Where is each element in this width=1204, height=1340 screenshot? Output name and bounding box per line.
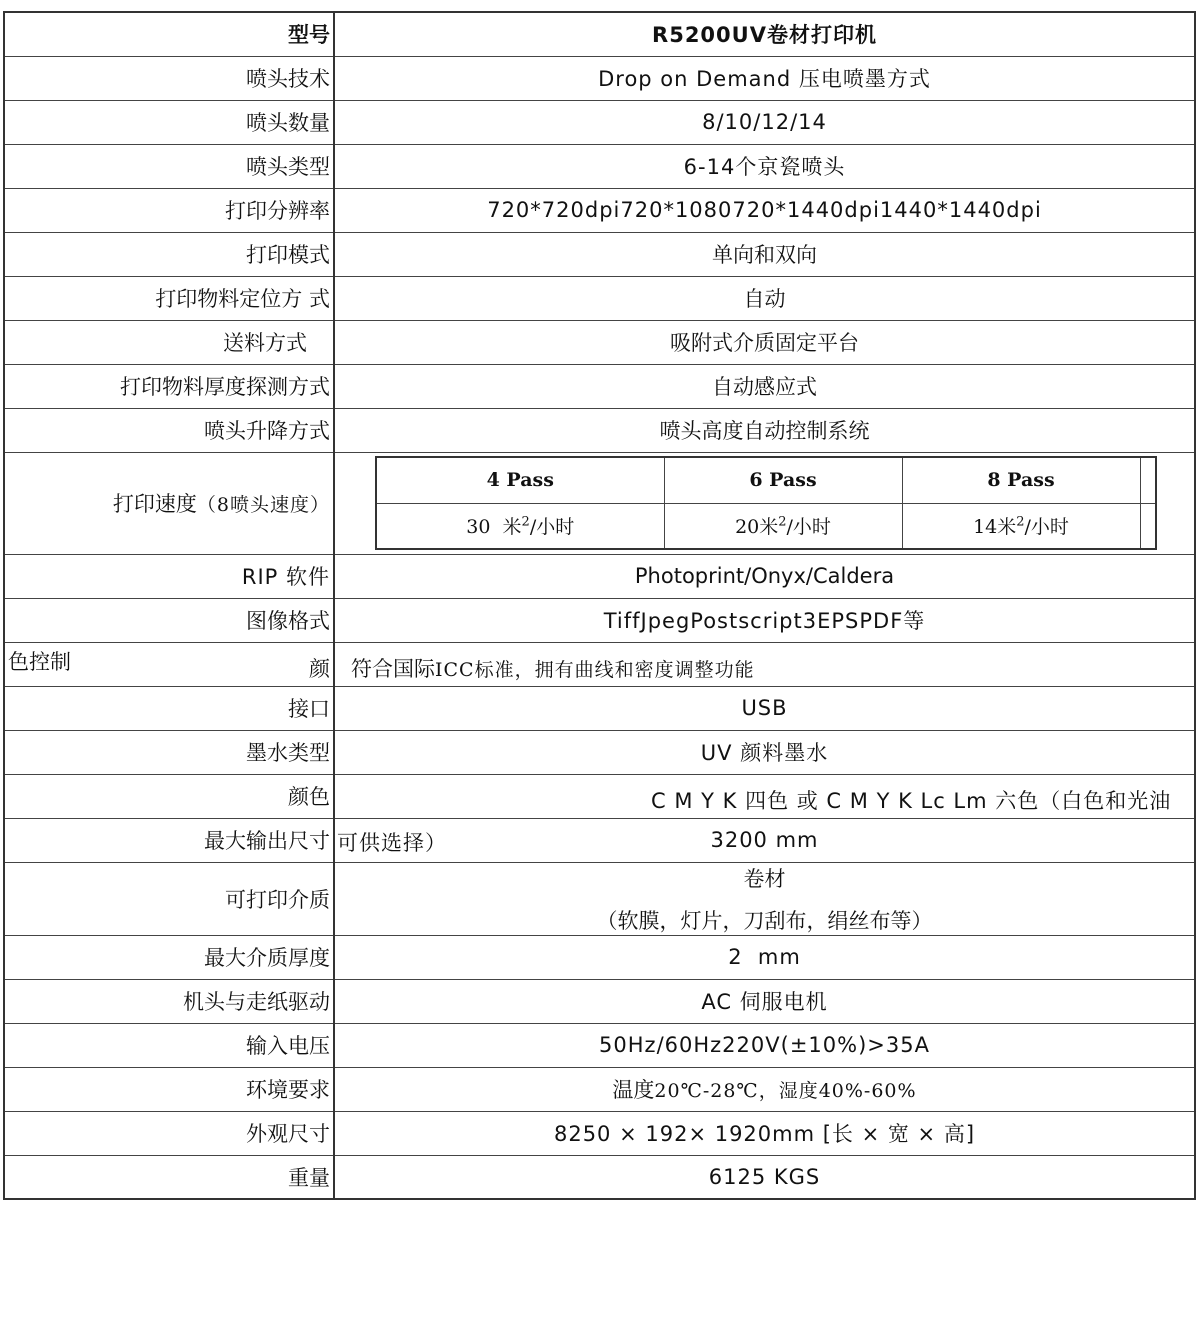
table-row — [4, 188, 1195, 232]
nozzle-count-label: 喷头数量 — [4, 100, 334, 144]
media-value — [334, 862, 1195, 935]
table-row — [4, 862, 1195, 935]
table-row — [4, 1155, 1195, 1199]
speed-num: 20米 — [735, 516, 779, 539]
voltage-label: 输入电压 — [4, 1023, 334, 1067]
environment-value-rest: 20℃-28℃，湿度40%-60% — [654, 1080, 917, 1102]
speed-sup: 2 — [1016, 514, 1025, 530]
table-row — [4, 452, 1195, 554]
table-row — [4, 642, 1195, 686]
color-control-value — [334, 642, 1195, 686]
spacer-cell — [1140, 503, 1156, 549]
speed-label-cell — [4, 452, 334, 554]
dimensions-value: 8250 × 192× 1920mm [长 × 宽 × 高] — [334, 1111, 1195, 1155]
nozzle-tech-label: 喷头技术 — [4, 56, 334, 100]
table-row — [4, 144, 1195, 188]
environment-label: 环境要求 — [4, 1067, 334, 1111]
feed-label: 送料方式 — [4, 320, 334, 364]
model-value: R5200UV卷材打印机 — [334, 12, 1195, 56]
speed-sup: 2 — [521, 514, 530, 530]
spacer-cell — [1140, 457, 1156, 503]
table-row — [4, 12, 1195, 56]
ink-type-value: UV 颜料墨水 — [334, 730, 1195, 774]
nozzle-type-label: 喷头类型 — [4, 144, 334, 188]
interface-value: USB — [334, 686, 1195, 730]
color-control-value-rest: ICC标准，拥有曲线和密度调整功能 — [435, 658, 755, 681]
nozzle-tech-value: Drop on Demand 压电喷墨方式 — [334, 56, 1195, 100]
table-row — [4, 1023, 1195, 1067]
max-thickness-label: 最大介质厚度 — [4, 935, 334, 979]
environment-value — [334, 1067, 1195, 1111]
speed-num: 14米 — [973, 516, 1017, 539]
media-label: 可打印介质 — [4, 862, 334, 935]
table-row — [4, 56, 1195, 100]
colors-line1: C M Y K 四色 或 C M Y K Lc Lm 六色（白色和光油 — [651, 788, 1172, 813]
drive-label: 机头与走纸驱动 — [4, 979, 334, 1023]
table-row — [4, 554, 1195, 598]
nozzle-lift-value: 喷头高度自动控制系统 — [334, 408, 1195, 452]
pass-speed — [376, 503, 664, 549]
max-output-value: 3200 mm — [334, 818, 1195, 862]
pass-speed — [664, 503, 902, 549]
thickness-detect-value: 自动感应式 — [334, 364, 1195, 408]
weight-label: 重量 — [4, 1155, 334, 1199]
feed-value: 吸附式介质固定平台 — [334, 320, 1195, 364]
thickness-detect-label: 打印物料厚度探测方式 — [4, 364, 334, 408]
speed-value-cell — [334, 452, 1195, 554]
pass-mode: 4 Pass — [376, 457, 664, 503]
colors-line2: 可供选择） — [337, 830, 447, 855]
rip-value: Photoprint/Onyx/Caldera — [334, 554, 1195, 598]
table-row — [4, 818, 1195, 862]
color-control-label-top: 颜 — [309, 656, 330, 681]
table-row — [4, 364, 1195, 408]
ink-type-label: 墨水类型 — [4, 730, 334, 774]
speed-table — [375, 456, 1157, 550]
speed-header-row — [376, 457, 1156, 503]
print-mode-value: 单向和双向 — [334, 232, 1195, 276]
table-row — [4, 276, 1195, 320]
speed-unit: /小时 — [786, 516, 831, 539]
environment-value-bold: 温度 — [612, 1078, 655, 1102]
pass-mode: 8 Pass — [902, 457, 1140, 503]
image-format-label: 图像格式 — [4, 598, 334, 642]
positioning-value: 自动 — [334, 276, 1195, 320]
rip-label: RIP 软件 — [4, 554, 334, 598]
max-output-label: 最大输出尺寸 — [4, 818, 334, 862]
media-line2: （软膜，灯片，刀刮布，绢丝布等） — [596, 908, 933, 933]
pass-mode: 6 Pass — [664, 457, 902, 503]
nozzle-type-value: 6-14个京瓷喷头 — [334, 144, 1195, 188]
table-row — [4, 408, 1195, 452]
print-mode-label: 打印模式 — [4, 232, 334, 276]
color-control-label-bottom: 色控制 — [8, 649, 71, 674]
table-row — [4, 774, 1195, 818]
nozzle-count-value: 8/10/12/14 — [334, 100, 1195, 144]
max-thickness-value: 2 mm — [334, 935, 1195, 979]
speed-value-row — [376, 503, 1156, 549]
colors-label: 颜色 — [4, 774, 334, 818]
model-label: 型号 — [4, 12, 334, 56]
resolution-label: 打印分辨率 — [4, 188, 334, 232]
color-control-value-bold: 符合国际 — [351, 656, 435, 681]
weight-value: 6125 KGS — [334, 1155, 1195, 1199]
table-row — [4, 686, 1195, 730]
voltage-value: 50Hz/60Hz220V(±10%)>35A — [334, 1023, 1195, 1067]
table-row — [4, 935, 1195, 979]
table-row — [4, 320, 1195, 364]
table-row — [4, 1111, 1195, 1155]
speed-num: 30 米 — [466, 516, 522, 539]
table-row — [4, 979, 1195, 1023]
drive-value: AC 伺服电机 — [334, 979, 1195, 1023]
resolution-value: 720*720dpi720*1080720*1440dpi1440*1440dpi — [334, 188, 1195, 232]
positioning-label: 打印物料定位方 式 — [4, 276, 334, 320]
table-row — [4, 730, 1195, 774]
speed-sup: 2 — [778, 514, 787, 530]
spec-table — [3, 11, 1196, 1200]
table-row — [4, 100, 1195, 144]
image-format-value: TiffJpegPostscript3EPSPDF等 — [334, 598, 1195, 642]
dimensions-label: 外观尺寸 — [4, 1111, 334, 1155]
interface-label: 接口 — [4, 686, 334, 730]
speed-label: 打印速度 — [112, 492, 197, 516]
speed-unit: /小时 — [529, 516, 575, 539]
speed-note: （8喷头速度） — [196, 494, 330, 516]
speed-unit: /小时 — [1024, 516, 1069, 539]
table-row — [4, 232, 1195, 276]
color-control-label — [4, 642, 334, 686]
table-row — [4, 1067, 1195, 1111]
media-line1: 卷材 — [743, 866, 786, 891]
table-row — [4, 598, 1195, 642]
pass-speed — [902, 503, 1140, 549]
nozzle-lift-label: 喷头升降方式 — [4, 408, 334, 452]
